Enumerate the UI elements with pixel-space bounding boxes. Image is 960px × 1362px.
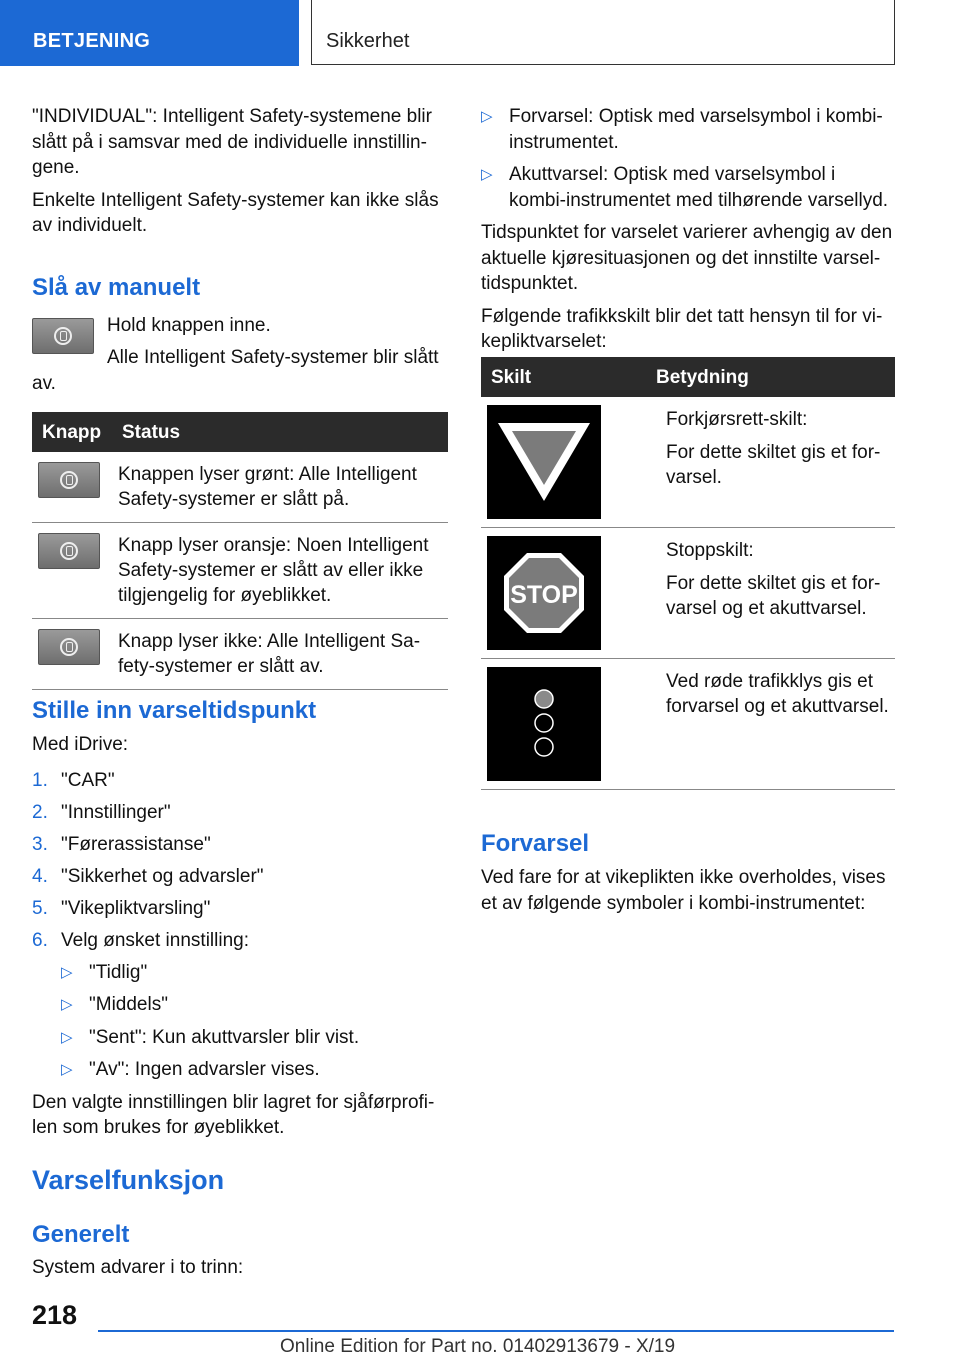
table-row bbox=[32, 523, 448, 619]
prewarning-heading: Forvarsel bbox=[481, 830, 590, 857]
warning-stage-item-text: Akuttvarsel: Optisk med varselsymbol i kombi-instrumentet med tilhørende varsellyd. bbox=[509, 164, 889, 211]
page-number: 218 bbox=[32, 1300, 78, 1330]
option-item bbox=[61, 1057, 448, 1083]
warning-stage-item bbox=[481, 104, 895, 155]
step-number: 3. bbox=[32, 833, 48, 855]
signs-intro: Følgende trafikkskilt blir det tatt hensyn til for vikepliktvarselet: bbox=[481, 305, 883, 352]
general-block bbox=[32, 1255, 448, 1288]
option-item-text: "Tidlig" bbox=[89, 961, 148, 983]
chapter-tab bbox=[0, 0, 299, 66]
manual-instruction bbox=[107, 313, 447, 346]
section-tab bbox=[311, 0, 895, 65]
button-off-icon bbox=[38, 629, 100, 665]
option-item-text: "Middels" bbox=[89, 994, 168, 1015]
warning-stage-item-text: Forvarsel: Optisk med varselsymbol i kombi-instrumentet. bbox=[509, 106, 883, 153]
step-text: "CAR" bbox=[61, 769, 115, 791]
right-intro-block bbox=[481, 104, 895, 362]
option-item-text: "Av": Ingen advarsler vises. bbox=[89, 1059, 320, 1080]
timing-text: Tidspunktet for varselet varierer avhengig av den aktuelle kjøresituasjonen og det innstilte varseltidspunktet. bbox=[481, 222, 893, 294]
col-header-knapp: Knapp bbox=[32, 412, 112, 452]
status-cell: Knapp lyser ikke: Alle Intelligent Safety-systemer er slått av. bbox=[112, 619, 448, 690]
option-item-text: "Sent": Kun akuttvarsler blir vist. bbox=[89, 1026, 360, 1048]
footer-divider bbox=[98, 1330, 894, 1332]
manual-heading: Slå av manuelt bbox=[32, 274, 201, 301]
warning-stage-list bbox=[481, 104, 895, 213]
step-item bbox=[32, 896, 448, 928]
col-header-betydning: Betydning bbox=[646, 357, 895, 397]
step-text: Velg ønsket innstilling: bbox=[61, 929, 249, 951]
section-title: Sikkerhet bbox=[326, 30, 410, 52]
step-item bbox=[32, 928, 448, 960]
triangle-bullet-icon: ▷ bbox=[61, 1061, 73, 1078]
step-text: "Førerassistanse" bbox=[61, 833, 211, 855]
sign-description: For dette skiltet gis et forvarsel. bbox=[666, 442, 881, 488]
edition-text: Online Edition for Part no. 01402913679 - X/19 bbox=[280, 1336, 676, 1357]
warning-stage-item bbox=[481, 162, 895, 213]
triangle-bullet-icon: ▷ bbox=[481, 108, 493, 125]
general-heading: Generelt bbox=[32, 1221, 130, 1248]
option-item bbox=[61, 1025, 448, 1051]
status-cell: Knappen lyser grønt: Alle Intelligent Safety-systemer er slått på. bbox=[112, 452, 448, 523]
traffic-light-icon bbox=[487, 667, 601, 781]
step-number: 2. bbox=[32, 801, 48, 823]
table-row bbox=[32, 619, 448, 690]
step-text: "Vikepliktvarsling" bbox=[61, 897, 211, 919]
stop-sign-icon bbox=[487, 536, 601, 650]
triangle-bullet-icon: ▷ bbox=[61, 1028, 73, 1046]
status-cell: Knapp lyser oransje: Noen Intelligent Safety-systemer er slått av eller ikke tilgjengelig for øyeblikket. bbox=[112, 523, 448, 619]
table-row bbox=[32, 452, 448, 523]
triangle-bullet-icon: ▷ bbox=[61, 963, 73, 981]
intro-block bbox=[32, 104, 448, 246]
option-item bbox=[61, 960, 448, 986]
step-item bbox=[32, 800, 448, 832]
function-heading: Varselfunksjon bbox=[32, 1165, 225, 1195]
col-header-status: Status bbox=[112, 412, 448, 452]
sign-description: For dette skiltet gis et forvarsel og et akuttvarsel. bbox=[666, 573, 881, 619]
button-green-icon bbox=[38, 462, 100, 498]
traffic-sign-table bbox=[481, 357, 895, 790]
step-item bbox=[32, 768, 448, 800]
idrive-steps-block bbox=[32, 732, 448, 1148]
col-header-skilt: Skilt bbox=[481, 357, 646, 397]
table-row bbox=[481, 397, 895, 528]
prewarning-block bbox=[481, 865, 895, 923]
yield-sign-icon bbox=[487, 405, 601, 519]
sign-title: Forkjørsrett-skilt: bbox=[666, 409, 808, 430]
manual-paragraph-1: Hold knappen inne. bbox=[107, 315, 271, 336]
general-text: System advarer i to trinn: bbox=[32, 1257, 244, 1278]
saved-text: Den valgte innstillingen blir lagret for sjåførprofilen som brukes for øyeblikket. bbox=[32, 1091, 435, 1138]
steps-list bbox=[32, 768, 448, 960]
stop-sign-text: STOP bbox=[510, 581, 578, 609]
button-status-table bbox=[32, 412, 448, 690]
idrive-label: Med iDrive: bbox=[32, 734, 129, 755]
manual-paragraph-2: Alle Intelligent Safety-systemer blir slått av. bbox=[32, 347, 439, 394]
sign-title: Stoppskilt: bbox=[666, 540, 754, 561]
triangle-bullet-icon: ▷ bbox=[481, 166, 493, 183]
warning-time-heading: Stille inn varseltidspunkt bbox=[32, 697, 317, 724]
options-list bbox=[61, 960, 448, 1083]
step-number: 1. bbox=[32, 769, 48, 791]
step-item bbox=[32, 864, 448, 896]
step-text: "Sikkerhet og advarsler" bbox=[61, 865, 264, 887]
table-row bbox=[481, 659, 895, 790]
option-item bbox=[61, 992, 448, 1018]
button-orange-icon bbox=[38, 533, 100, 569]
step-item bbox=[32, 832, 448, 864]
step-text: "Innstillinger" bbox=[61, 801, 171, 823]
manual-result bbox=[32, 345, 448, 403]
step-number: 4. bbox=[32, 865, 48, 887]
intro-paragraph-1: "INDIVIDUAL": Intelligent Safety-systemene blir slått på i samsvar med de individuelle innstillingene. bbox=[32, 106, 432, 178]
sign-description: Ved røde trafikklys gis et forvarsel og et akuttvarsel. bbox=[666, 671, 889, 717]
table-row bbox=[481, 528, 895, 659]
step-number: 5. bbox=[32, 897, 48, 919]
triangle-bullet-icon: ▷ bbox=[61, 996, 73, 1013]
prewarning-text: Ved fare for at vikeplikten ikke overholdes, vises et av følgende symboler i kombi-instrumentet: bbox=[481, 867, 886, 914]
chapter-title: BETJENING bbox=[33, 30, 151, 52]
intro-paragraph-2: Enkelte Intelligent Safety-systemer kan ikke slås av individuelt. bbox=[32, 189, 439, 236]
step-number: 6. bbox=[32, 929, 48, 951]
